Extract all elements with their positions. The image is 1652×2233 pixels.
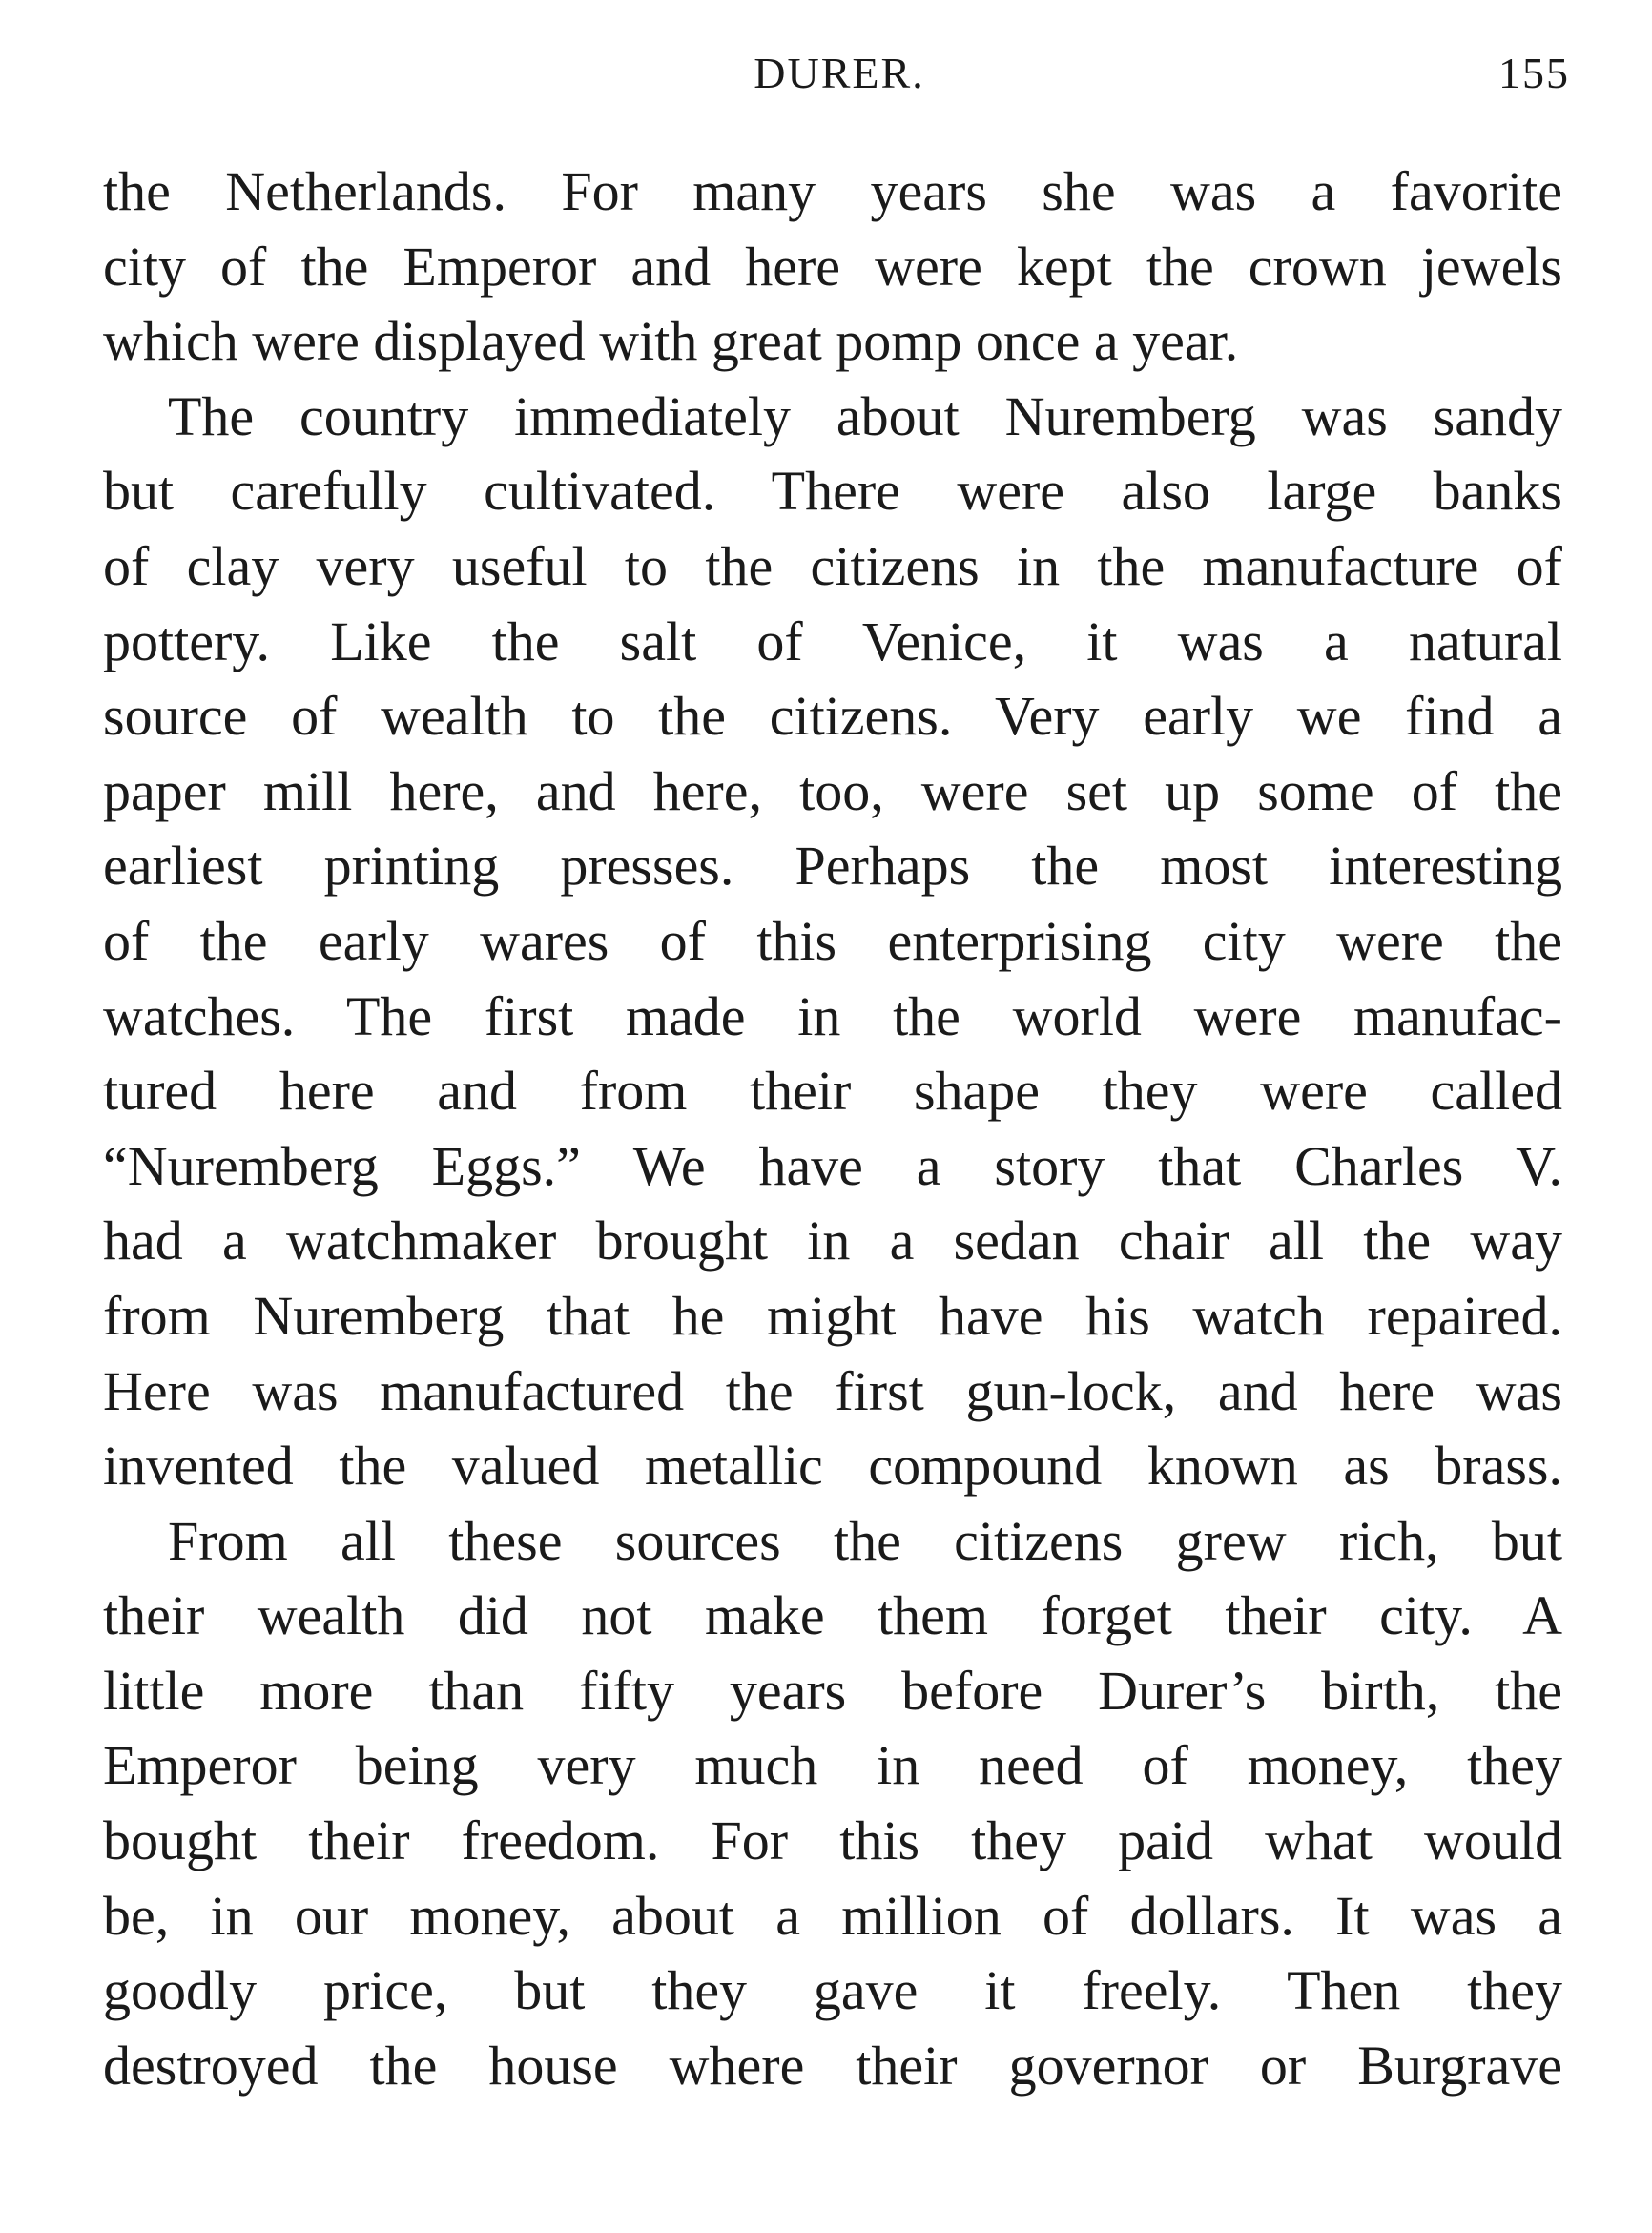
text-line: Here was manufactured the first gun-lock, and here was bbox=[103, 1359, 1562, 1422]
text-line: “Nuremberg Eggs.” We have a story that Charles V. bbox=[103, 1134, 1562, 1197]
running-title: DURER. bbox=[754, 49, 925, 97]
text-line: From all these sources the citizens grew rich, but bbox=[168, 1509, 1562, 1572]
text-line: from Nuremberg that he might have his watch repaired. bbox=[103, 1284, 1562, 1347]
text-line: which were displayed with great pomp once a year. bbox=[103, 310, 1239, 373]
text-line: be, in our money, about a million of dollars. It was a bbox=[103, 1884, 1562, 1947]
text-line: of the early wares of this enterprising city were the bbox=[103, 909, 1562, 972]
text-line: The country immediately about Nuremberg was sandy bbox=[168, 384, 1562, 447]
text-line: source of wealth to the citizens. Very early we find a bbox=[103, 685, 1562, 748]
running-head bbox=[105, 48, 1574, 105]
text-line: Emperor being very much in need of money, they bbox=[103, 1734, 1562, 1797]
text-line: of clay very useful to the citizens in the manufacture of bbox=[103, 534, 1562, 597]
text-line: paper mill here, and here, too, were set up some of the bbox=[103, 759, 1562, 822]
text-line: little more than fifty years before Durer’s birth, the bbox=[103, 1659, 1562, 1722]
text-line: tured here and from their shape they were called bbox=[103, 1060, 1562, 1123]
text-line: destroyed the house where their governor or Burgrave bbox=[103, 2034, 1562, 2097]
text-line: the Netherlands. For many years she was a favorite bbox=[103, 160, 1562, 222]
text-line: but carefully cultivated. There were also large banks bbox=[103, 460, 1562, 523]
body-text bbox=[103, 155, 1562, 2103]
text-line: invented the valued metallic compound known as brass. bbox=[103, 1435, 1562, 1498]
text-line: watches. The first made in the world were manufac- bbox=[103, 984, 1562, 1047]
text-line: city of the Emperor and here were kept the crown jewels bbox=[103, 235, 1562, 298]
text-line: goodly price, but they gave it freely. Then they bbox=[103, 1959, 1562, 2022]
page-number: 155 bbox=[1498, 49, 1570, 97]
text-line: bought their freedom. For this they paid what would bbox=[103, 1809, 1562, 1872]
text-line: had a watchmaker brought in a sedan chair all the way bbox=[103, 1210, 1562, 1272]
text-line: pottery. Like the salt of Venice, it was a natural bbox=[103, 610, 1562, 672]
text-line: their wealth did not make them forget their city. A bbox=[103, 1584, 1562, 1647]
text-line: earliest printing presses. Perhaps the most interesting bbox=[103, 835, 1562, 898]
